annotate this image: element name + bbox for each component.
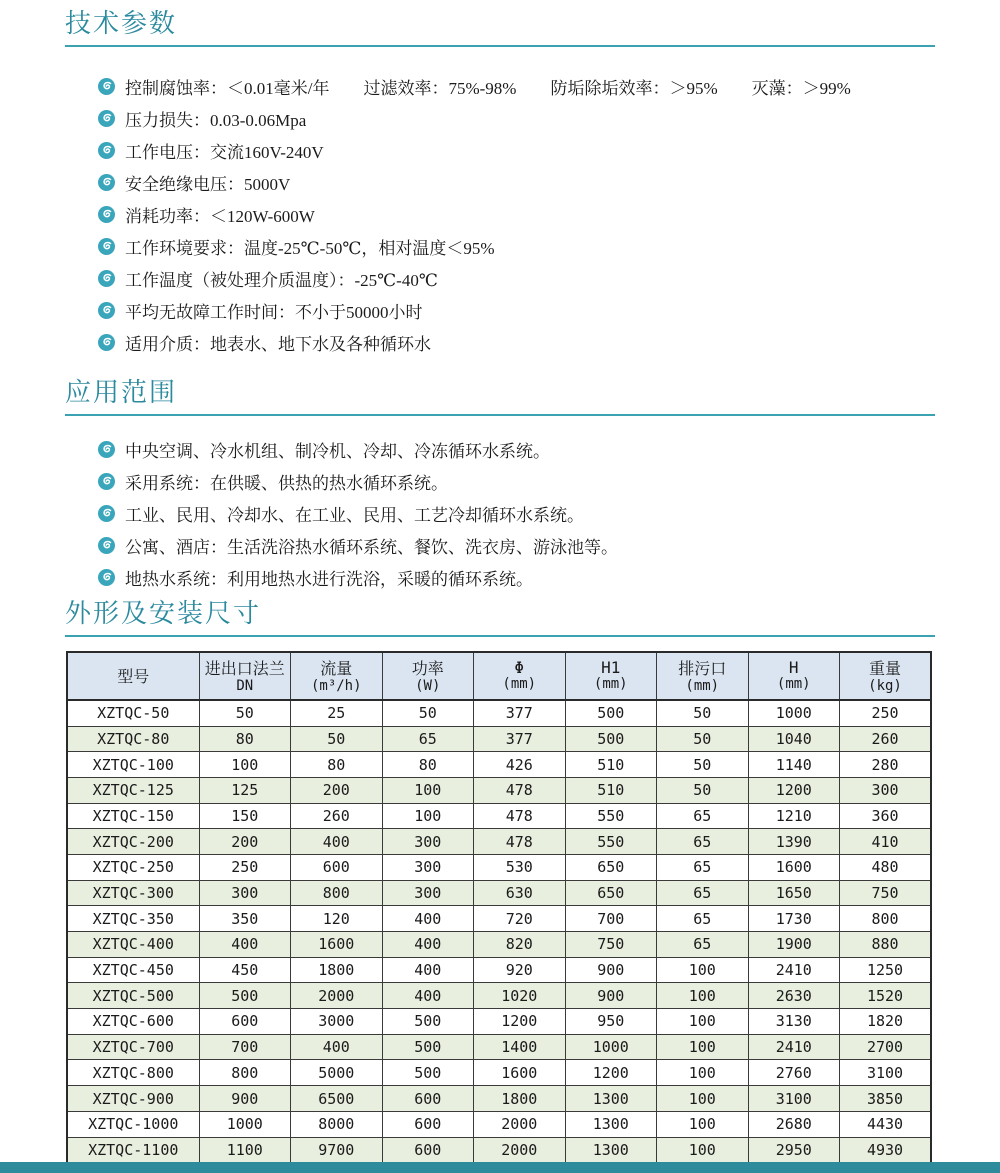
table-cell: 50	[657, 752, 749, 778]
table-cell: 500	[565, 700, 657, 726]
table-cell: 50	[657, 726, 749, 752]
bullet-item	[98, 263, 935, 295]
swirl-bullet-icon	[98, 537, 115, 554]
table-cell: 400	[291, 829, 383, 855]
bullet-item	[98, 103, 935, 135]
table-row	[67, 1034, 931, 1060]
table-cell: 65	[657, 829, 749, 855]
table-cell: 100	[657, 1111, 749, 1137]
table-cell: 260	[291, 803, 383, 829]
bullet-text: 采用系统：在供暖、供热的热水循环系统。	[125, 474, 448, 494]
table-header-cell: 流量 (m³/h)	[291, 652, 383, 700]
table-cell: 1800	[474, 1086, 566, 1112]
table-cell: XZTQC-125	[67, 777, 199, 803]
table-row	[67, 906, 931, 932]
table-cell: 800	[840, 906, 932, 932]
table-cell: 1300	[565, 1111, 657, 1137]
table-cell: 8000	[291, 1111, 383, 1137]
table-cell: 377	[474, 726, 566, 752]
table-cell: 530	[474, 854, 566, 880]
table-cell: 2000	[474, 1111, 566, 1137]
table-cell: 125	[199, 777, 291, 803]
table-cell: XZTQC-80	[67, 726, 199, 752]
table-cell: 900	[199, 1086, 291, 1112]
table-header-cell: 功率 (W)	[382, 652, 474, 700]
application-scope-list	[65, 434, 935, 594]
table-cell: 500	[382, 1060, 474, 1086]
table-cell: 250	[199, 854, 291, 880]
table-cell: XZTQC-1100	[67, 1137, 199, 1164]
swirl-bullet-icon	[98, 142, 115, 159]
table-row	[67, 854, 931, 880]
section-application-scope	[65, 379, 935, 594]
table-cell: 900	[565, 957, 657, 983]
bullet-text: 工作环境要求：温度-25℃-50℃，相对温度＜95%	[125, 239, 495, 259]
table-header-row	[67, 652, 931, 700]
table-cell: XZTQC-500	[67, 983, 199, 1009]
table-cell: 1520	[840, 983, 932, 1009]
table-cell: 1730	[748, 906, 840, 932]
table-cell: 1650	[748, 880, 840, 906]
table-header-cell: 进出口法兰 DN	[199, 652, 291, 700]
table-row	[67, 1060, 931, 1086]
table-cell: 65	[657, 880, 749, 906]
swirl-bullet-icon	[98, 174, 115, 191]
table-cell: XZTQC-100	[67, 752, 199, 778]
table-row	[67, 932, 931, 958]
bullet-item	[98, 295, 935, 327]
table-cell: 65	[657, 932, 749, 958]
bullet-text: 工业、民用、冷却水、在工业、民用、工艺冷却循环水系统。	[125, 506, 584, 526]
bullet-text: 工作电压：交流160V-240V	[125, 143, 324, 163]
table-cell: 9700	[291, 1137, 383, 1164]
table-cell: 950	[565, 1009, 657, 1035]
table-cell: XZTQC-350	[67, 906, 199, 932]
table-cell: 250	[840, 700, 932, 726]
table-cell: 100	[657, 1034, 749, 1060]
table-cell: 1900	[748, 932, 840, 958]
bullet-text: 控制腐蚀率：＜0.01毫米/年 过滤效率：75%-98% 防垢除垢效率：＞95% 灭藻：＞99%	[125, 79, 851, 99]
table-cell: 50	[291, 726, 383, 752]
table-cell: 720	[474, 906, 566, 932]
bullet-text: 适用介质：地表水、地下水及各种循环水	[125, 335, 431, 355]
table-cell: 500	[382, 1034, 474, 1060]
table-cell: 450	[199, 957, 291, 983]
table-cell: 400	[199, 932, 291, 958]
table-cell: 80	[291, 752, 383, 778]
table-cell: 3850	[840, 1086, 932, 1112]
bullet-item	[98, 71, 935, 103]
table-row	[67, 700, 931, 726]
bullet-text: 消耗功率：＜120W-600W	[125, 207, 315, 227]
bullet-item	[98, 327, 935, 359]
table-cell: 100	[657, 957, 749, 983]
swirl-bullet-icon	[98, 569, 115, 586]
table-cell: 280	[840, 752, 932, 778]
bullet-item	[98, 231, 935, 263]
table-cell: 400	[382, 906, 474, 932]
table-cell: 1140	[748, 752, 840, 778]
table-cell: 3000	[291, 1009, 383, 1035]
bullet-text: 地热水系统：利用地热水进行洗浴，采暖的循环系统。	[125, 570, 533, 590]
table-cell: XZTQC-800	[67, 1060, 199, 1086]
table-cell: 260	[840, 726, 932, 752]
section-divider	[65, 635, 935, 637]
table-cell: 600	[291, 854, 383, 880]
table-cell: 65	[382, 726, 474, 752]
table-cell: 920	[474, 957, 566, 983]
table-cell: XZTQC-300	[67, 880, 199, 906]
table-cell: 1600	[474, 1060, 566, 1086]
table-cell: 25	[291, 700, 383, 726]
table-cell: 200	[199, 829, 291, 855]
table-cell: 80	[199, 726, 291, 752]
table-cell: XZTQC-900	[67, 1086, 199, 1112]
table-cell: 2410	[748, 1034, 840, 1060]
table-cell: 480	[840, 854, 932, 880]
table-cell: XZTQC-400	[67, 932, 199, 958]
table-cell: 700	[199, 1034, 291, 1060]
table-cell: 100	[382, 777, 474, 803]
bullet-text: 工作温度（被处理介质温度）：-25℃-40℃	[125, 271, 438, 291]
table-row	[67, 1111, 931, 1137]
table-cell: 2680	[748, 1111, 840, 1137]
table-cell: 1820	[840, 1009, 932, 1035]
table-cell: 750	[840, 880, 932, 906]
table-cell: 1040	[748, 726, 840, 752]
table-cell: 1000	[565, 1034, 657, 1060]
table-cell: 350	[199, 906, 291, 932]
section-title-dimensions: 外形及安装尺寸	[65, 598, 262, 629]
table-cell: 478	[474, 803, 566, 829]
table-cell: 3100	[840, 1060, 932, 1086]
table-cell: 300	[382, 829, 474, 855]
table-cell: 1800	[291, 957, 383, 983]
swirl-bullet-icon	[98, 473, 115, 490]
swirl-bullet-icon	[98, 302, 115, 319]
table-cell: 2760	[748, 1060, 840, 1086]
table-cell: 4930	[840, 1137, 932, 1164]
table-cell: 400	[382, 932, 474, 958]
table-cell: XZTQC-450	[67, 957, 199, 983]
swirl-bullet-icon	[98, 206, 115, 223]
table-cell: 650	[565, 854, 657, 880]
table-cell: 1250	[840, 957, 932, 983]
table-cell: 510	[565, 777, 657, 803]
table-cell: 600	[382, 1086, 474, 1112]
table-cell: XZTQC-150	[67, 803, 199, 829]
swirl-bullet-icon	[98, 505, 115, 522]
bullet-text: 公寓、酒店：生活洗浴热水循环系统、餐饮、洗衣房、游泳池等。	[125, 538, 618, 558]
bullet-text: 平均无故障工作时间：不小于50000小时	[125, 303, 423, 323]
table-cell: XZTQC-250	[67, 854, 199, 880]
table-cell: 700	[565, 906, 657, 932]
technical-parameters-list	[65, 71, 935, 359]
table-cell: 50	[657, 700, 749, 726]
table-cell: 2700	[840, 1034, 932, 1060]
table-cell: 2000	[474, 1137, 566, 1164]
bullet-item	[98, 466, 935, 498]
table-row	[67, 777, 931, 803]
table-cell: XZTQC-50	[67, 700, 199, 726]
table-cell: 360	[840, 803, 932, 829]
table-cell: 65	[657, 854, 749, 880]
table-cell: 100	[199, 752, 291, 778]
table-header-cell: H (mm)	[748, 652, 840, 700]
table-cell: 500	[565, 726, 657, 752]
swirl-bullet-icon	[98, 441, 115, 458]
table-cell: 550	[565, 829, 657, 855]
bullet-item	[98, 199, 935, 231]
table-cell: 100	[657, 1137, 749, 1164]
table-cell: 426	[474, 752, 566, 778]
table-row	[67, 1086, 931, 1112]
table-cell: 3130	[748, 1009, 840, 1035]
table-cell: 400	[291, 1034, 383, 1060]
table-cell: 100	[657, 1086, 749, 1112]
table-cell: 2000	[291, 983, 383, 1009]
table-cell: 630	[474, 880, 566, 906]
table-cell: 1600	[291, 932, 383, 958]
table-cell: 65	[657, 906, 749, 932]
table-row	[67, 880, 931, 906]
bullet-text: 安全绝缘电压：5000V	[125, 175, 291, 195]
table-cell: 1000	[748, 700, 840, 726]
table-cell: 50	[199, 700, 291, 726]
table-cell: 200	[291, 777, 383, 803]
table-cell: 65	[657, 803, 749, 829]
table-cell: 750	[565, 932, 657, 958]
table-cell: 478	[474, 829, 566, 855]
table-cell: 80	[382, 752, 474, 778]
section-technical-parameters	[65, 10, 935, 359]
table-cell: 1200	[474, 1009, 566, 1035]
swirl-bullet-icon	[98, 238, 115, 255]
table-cell: 600	[382, 1137, 474, 1164]
table-cell: 1200	[748, 777, 840, 803]
table-cell: 100	[657, 1009, 749, 1035]
table-cell: 300	[382, 880, 474, 906]
section-divider	[65, 45, 935, 47]
dimensions-table	[66, 651, 932, 1165]
table-cell: 550	[565, 803, 657, 829]
table-row	[67, 983, 931, 1009]
table-cell: 1390	[748, 829, 840, 855]
table-cell: 1100	[199, 1137, 291, 1164]
table-cell: 500	[382, 1009, 474, 1035]
table-cell: 377	[474, 700, 566, 726]
section-title-technical-parameters: 技术参数	[65, 9, 178, 39]
table-cell: 5000	[291, 1060, 383, 1086]
table-cell: 1600	[748, 854, 840, 880]
swirl-bullet-icon	[98, 270, 115, 287]
table-cell: 478	[474, 777, 566, 803]
swirl-bullet-icon	[98, 334, 115, 351]
table-cell: 6500	[291, 1086, 383, 1112]
section-dimensions	[65, 600, 935, 1165]
table-cell: 2630	[748, 983, 840, 1009]
bullet-item	[98, 434, 935, 466]
table-row	[67, 803, 931, 829]
table-row	[67, 829, 931, 855]
bullet-item	[98, 530, 935, 562]
table-cell: 1400	[474, 1034, 566, 1060]
bullet-item	[98, 135, 935, 167]
section-title-application-scope: 应用范围	[65, 377, 178, 408]
table-row	[67, 957, 931, 983]
table-cell: 600	[199, 1009, 291, 1035]
bullet-item	[98, 562, 935, 594]
bullet-text: 压力损失：0.03-0.06Mpa	[125, 111, 307, 131]
table-cell: 3100	[748, 1086, 840, 1112]
bullet-text: 中央空调、冷水机组、制冷机、冷却、冷冻循环水系统。	[125, 442, 550, 462]
table-cell: 300	[199, 880, 291, 906]
table-cell: 1200	[565, 1060, 657, 1086]
swirl-bullet-icon	[98, 78, 115, 95]
table-cell: 1300	[565, 1137, 657, 1164]
table-cell: 400	[382, 957, 474, 983]
table-header-cell: H1 (mm)	[565, 652, 657, 700]
table-cell: XZTQC-1000	[67, 1111, 199, 1137]
bullet-item	[98, 167, 935, 199]
table-header-cell: 排污口 (mm)	[657, 652, 749, 700]
table-cell: 800	[291, 880, 383, 906]
table-cell: 300	[382, 854, 474, 880]
table-cell: 510	[565, 752, 657, 778]
table-row	[67, 726, 931, 752]
table-cell: XZTQC-200	[67, 829, 199, 855]
section-divider	[65, 414, 935, 416]
table-cell: 500	[199, 983, 291, 1009]
table-cell: 120	[291, 906, 383, 932]
bottom-accent-bar	[0, 1162, 1000, 1173]
table-cell: 100	[382, 803, 474, 829]
table-cell: 820	[474, 932, 566, 958]
table-cell: 800	[199, 1060, 291, 1086]
table-cell: 1000	[199, 1111, 291, 1137]
table-cell: 650	[565, 880, 657, 906]
table-cell: 2950	[748, 1137, 840, 1164]
table-cell: 1210	[748, 803, 840, 829]
table-cell: 50	[657, 777, 749, 803]
table-cell: 150	[199, 803, 291, 829]
table-row	[67, 752, 931, 778]
table-cell: 50	[382, 700, 474, 726]
table-cell: 880	[840, 932, 932, 958]
table-cell: 300	[840, 777, 932, 803]
table-cell: 1300	[565, 1086, 657, 1112]
bullet-item	[98, 498, 935, 530]
table-cell: 400	[382, 983, 474, 1009]
table-cell: 1020	[474, 983, 566, 1009]
table-cell: 100	[657, 1060, 749, 1086]
table-header-cell: 重量 (kg)	[840, 652, 932, 700]
table-cell: 2410	[748, 957, 840, 983]
table-cell: 100	[657, 983, 749, 1009]
table-cell: 600	[382, 1111, 474, 1137]
table-header-cell: Φ (mm)	[474, 652, 566, 700]
table-row	[67, 1009, 931, 1035]
table-cell: 900	[565, 983, 657, 1009]
swirl-bullet-icon	[98, 110, 115, 127]
table-cell: 410	[840, 829, 932, 855]
table-cell: XZTQC-600	[67, 1009, 199, 1035]
table-cell: XZTQC-700	[67, 1034, 199, 1060]
table-row	[67, 1137, 931, 1164]
table-header-cell: 型号	[67, 652, 199, 700]
table-cell: 4430	[840, 1111, 932, 1137]
